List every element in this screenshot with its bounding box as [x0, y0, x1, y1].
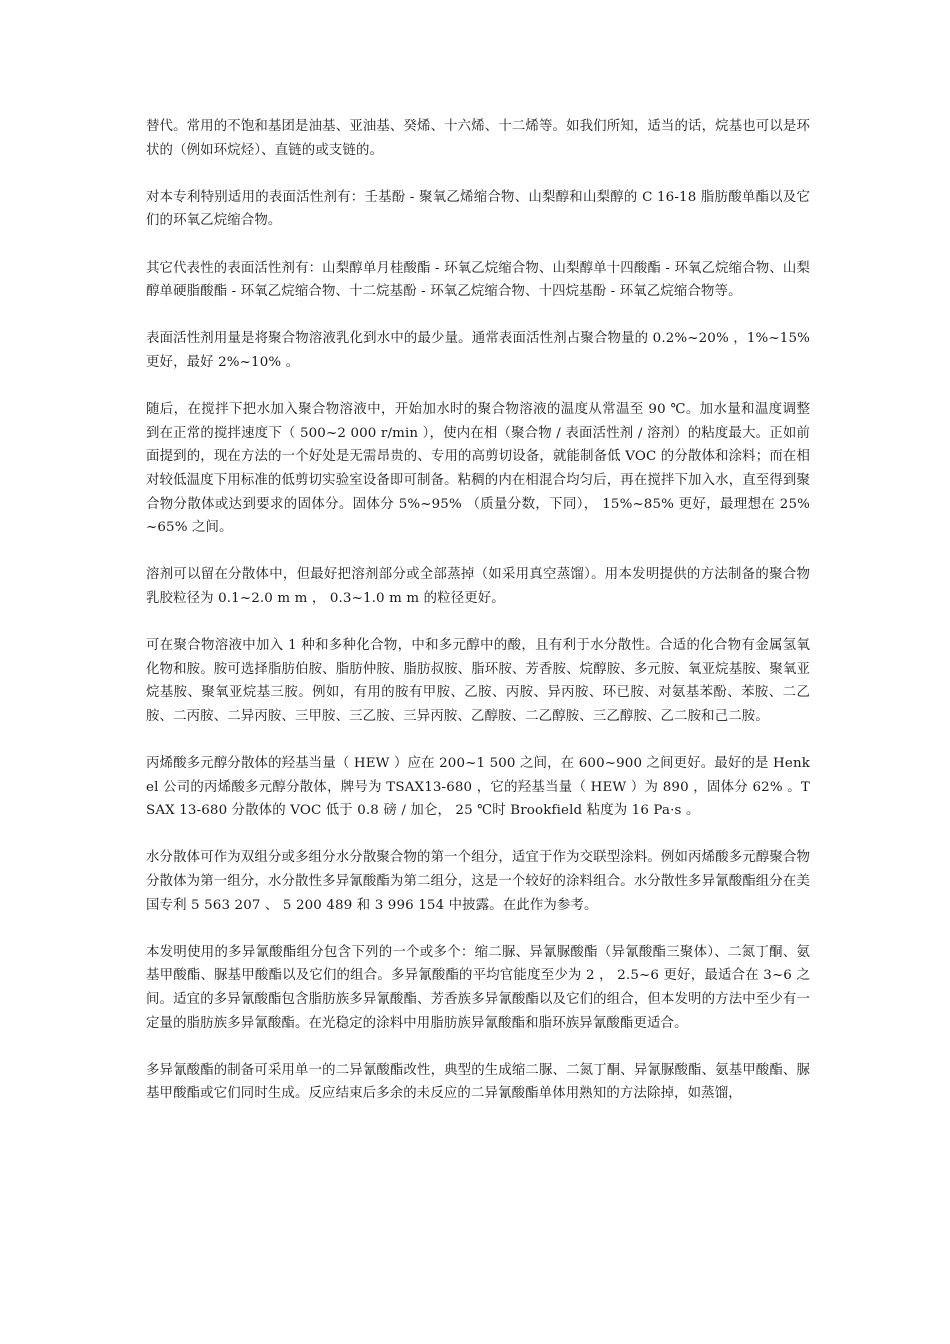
- paragraph-7: 可在聚合物溶液中加入 1 种和多种化合物，中和多元醇中的酸，且有利于水分散性。合适的化合物有金属氢氧化物和胺。胺可选择脂肪伯胺、脂肪仲胺、脂肪叔胺、脂环胺、芳香胺、烷醇胺、多元胺、氧亚烷基胺、聚氧亚烷基胺、聚氧亚烷基三胺。例如，有用的胺有甲胺、乙胺、丙胺、异丙胺、环已胺、对氨基苯酚、苯胺、二乙胺、二丙胺、二异丙胺、三甲胺、三乙胺、三异丙胺、乙醇胺、二乙醇胺、三乙醇胺、乙二胺和己二胺。: [146, 638, 810, 724]
- document-body: [146, 115, 810, 1130]
- paragraph-8: 丙烯酸多元醇分散体的羟基当量（ HEW ）应在 200~1 500 之间，在 600~900 之间更好。最好的是 Henkel 公司的丙烯酸多元醇分散体，牌号为 TSAX13-680 ，它的羟基当量（ HEW ）为 890 ，固体分 62% 。TSAX 13-680 分散体的 VOC 低于 0.8 磅 / 加仑， 25 ℃时 Brookfield 粘度为 16 Pa·s 。: [146, 756, 810, 819]
- paragraph-10: 本发明使用的多异氰酸酯组分包含下列的一个或多个：缩二脲、异氰脲酸酯（异氰酸酯三聚体）、二氮丁酮、氨基甲酸酯、脲基甲酸酯以及它们的组合。多异氰酸酯的平均官能度至少为 2 ， 2.5~6 更好，最适合在 3~6 之间。适宜的多异氰酸酯包含脂肪族多异氰酸酯、芳香族多异氰酸酯以及它们的组合，但本发明的方法中至少有一定量的脂肪族多异氰酸酯。在光稳定的涂料中用脂肪族异氰酸酯和脂环族异氰酸酯更适合。: [146, 944, 810, 1031]
- paragraph-3: 其它代表性的表面活性剂有：山梨醇单月桂酸酯 - 环氧乙烷缩合物、山梨醇单十四酸酯 - 环氧乙烷缩合物、山梨醇单硬脂酸酯 - 环氧乙烷缩合物、十二烷基酚 - 环氧乙烷缩合物、十四烷基酚 - 环氧乙烷缩合物等。: [146, 260, 810, 300]
- paragraph-5: 随后，在搅拌下把水加入聚合物溶液中，开始加水时的聚合物溶液的温度从常温至 90 ℃。加水量和温度调整到在正常的搅拌速度下（ 500~2 000 r/min ），使内在相（聚合物 / 表面活性剂 / 溶剂）的粘度最大。正如前面提到的，现在方法的一个好处是无需昂贵的、专用的高剪切设备，就能制备低 VOC 的分散体和涂料；而在相对较低温度下用标准的低剪切实验室设备即可制备。粘稠的内在相混合均匀后，再在搅拌下加入水，直至得到聚合物分散体或达到要求的固体分。固体分 5%~95% （质量分数，下同）， 15%~85% 更好，最理想在 25%~65% 之间。: [146, 402, 810, 536]
- paragraph-9: 水分散体可作为双组分或多组分水分散聚合物的第一个组分，适宜于作为交联型涂料。例如丙烯酸多元醇聚合物分散体为第一组分，水分散性多异氰酸酯为第二组分，这是一个较好的涂料组合。水分散性多异氰酸酯组分在美国专利 5 563 207 、 5 200 489 和 3 996 154 中披露。在此作为参考。: [146, 850, 810, 913]
- paragraph-4: 表面活性剂用量是将聚合物溶液乳化到水中的最少量。通常表面活性剂占聚合物量的 0.2%~20% ，1%~15% 更好，最好 2%~10% 。: [146, 331, 810, 370]
- paragraph-6: 溶剂可以留在分散体中，但最好把溶剂部分或全部蒸掉（如采用真空蒸馏）。用本发明提供的方法制备的聚合物乳胶粒径为 0.1~2.0 m m ， 0.3~1.0 m m 的粒径更好。: [146, 567, 810, 606]
- paragraph-2: 对本专利特别适用的表面活性剂有：壬基酚 - 聚氧乙烯缩合物、山梨醇和山梨醇的 C 16-18 脂肪酸单酯以及它们的环氧乙烷缩合物。: [146, 189, 810, 229]
- paragraph-1: 替代。常用的不饱和基团是油基、亚油基、癸烯、十六烯、十二烯等。如我们所知，适当的话，烷基也可以是环状的（例如环烷烃）、直链的或支链的。: [146, 119, 810, 158]
- paragraph-11: 多异氰酸酯的制备可采用单一的二异氰酸酯改性，典型的生成缩二脲、二氮丁酮、异氰脲酸酯、氨基甲酸酯、脲基甲酸酯或它们同时生成。反应结束后多余的未反应的二异氰酸酯单体用熟知的方法除掉，如蒸馏，: [146, 1062, 810, 1102]
